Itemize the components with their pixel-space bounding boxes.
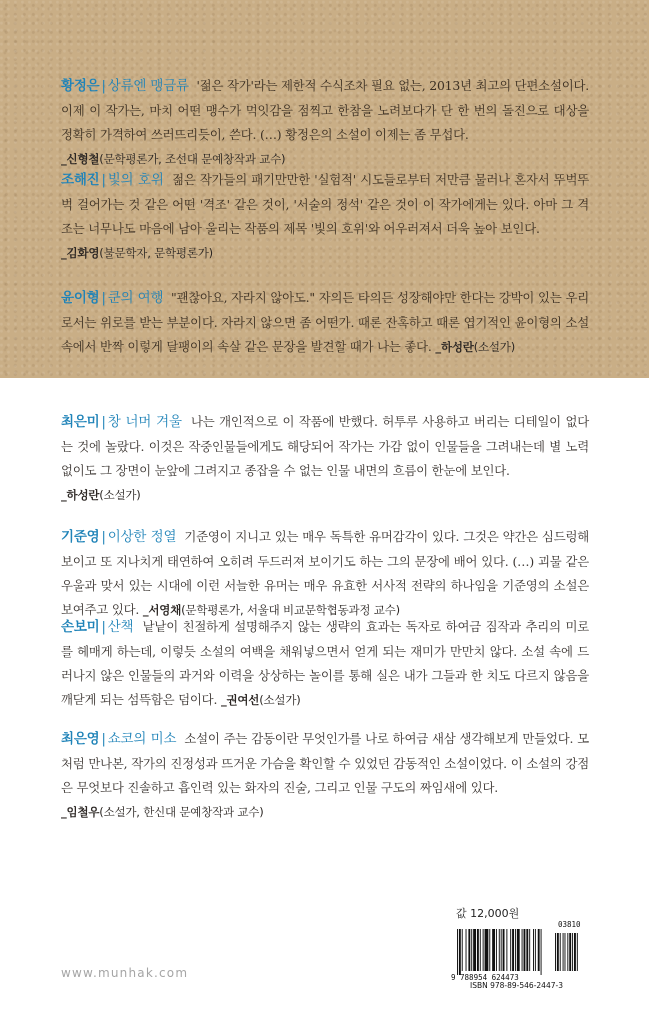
- review-credit: [61, 246, 213, 260]
- review-hwang-jeongeun: [61, 74, 589, 171]
- separator: |: [101, 415, 106, 430]
- credit-role: (소설가): [99, 488, 141, 502]
- publisher-website: www.munhak.com: [61, 966, 189, 980]
- review-text: 소설이 주는 감동이란 무엇인가를 나로 하여금 새삼 생각해보게 만들었다. 모처럼 만나본, 작가의 진정성과 뜨거운 가슴을 확인할 수 있었던 감동적인 소설이었다. 이 소설의 강점은 무엇보다 진솔하고 흡인력 있는 화자의 진술, 그리고 인물 구도의 짜임새에 있다.: [61, 731, 590, 795]
- separator: |: [101, 530, 106, 545]
- review-text: 기준영이 지니고 있는 매우 독특한 유머감각이 있다. 그것은 약간은 심드렁해 보이고 또 지나치게 태연하여 오히려 두드러져 보이기도 하는 그의 문장에 배어 있다. (…) 괴물 같은 우울과 맞서 있는 시대에 이런 서늘한 유머는 매우 유효한 서사적 전략의 하나임을 기준영의 소설은 보여주고 있다.: [61, 529, 590, 617]
- review-credit: [61, 488, 141, 502]
- separator: |: [101, 79, 106, 94]
- review-story-title: 빛의 호위: [107, 172, 164, 188]
- review-story-title: 쿤의 여행: [107, 290, 164, 306]
- credit-role: (문학평론가, 조선대 문예창작과 교수): [99, 152, 286, 166]
- credit-name: _서영채: [142, 603, 182, 617]
- review-choi-eunyeong: [61, 727, 589, 824]
- price-label: 값 12,000원: [456, 907, 520, 920]
- review-credit: [61, 805, 264, 819]
- credit-name: _하성란: [435, 340, 474, 354]
- review-choi-eunmi: [61, 410, 589, 507]
- review-son-bomi: [61, 615, 589, 712]
- review-gi-junyeong: [61, 525, 589, 622]
- review-credit: [61, 152, 285, 166]
- review-text: 나는 개인적으로 이 작품에 반했다. 허투루 사용하고 버리는 디테일이 없다는 것에 놀랐다. 이것은 작중인물들에게도 해당되어 작가는 가감 없이 인물들을 그려내는데 별 노력 없이도 그 장면이 눈앞에 그려지고 종잡을 수 없는 인물 내면의 흐름이 한눈에 보인다.: [61, 414, 590, 478]
- review-author: 최은영: [61, 731, 100, 747]
- review-author: 황정은: [61, 78, 100, 94]
- review-author: 조해진: [61, 172, 100, 188]
- credit-role: (불문학자, 문학평론가): [99, 246, 213, 260]
- credit-role: (소설가): [259, 693, 301, 707]
- credit-name: _김화영: [61, 246, 100, 260]
- review-credit: [435, 340, 515, 354]
- review-story-title: 이상한 정열: [107, 529, 177, 545]
- review-yun-ihyeong: [61, 286, 589, 359]
- separator: |: [101, 173, 106, 188]
- isbn-barcode: [451, 921, 583, 991]
- credit-name: _신형철: [61, 152, 100, 166]
- credit-role: (소설가, 한신대 문예창작과 교수): [99, 805, 264, 819]
- review-credit: [221, 693, 301, 707]
- review-story-title: 쇼코의 미소: [107, 731, 177, 747]
- barcode-main-digits: 9 788954 624473: [451, 973, 519, 982]
- credit-name: _임철우: [61, 805, 100, 819]
- review-text: '젊은 작가'라는 제한적 수식조차 필요 없는, 2013년 최고의 단편소설이다. 이제 이 작가는, 마치 어떤 맹수가 먹잇감을 점찍고 한참을 노려보다가 단 한 번의 돌진으로 대상을 정확히 가격하여 쓰러뜨리듯이, 쓴다. (…) 황정은의 소설이 이제는 좀 무섭다.: [61, 78, 589, 142]
- review-jo-haejin: [61, 168, 589, 265]
- review-story-title: 상류엔 맹금류: [107, 78, 189, 94]
- review-story-title: 창 너머 겨울: [107, 414, 182, 430]
- credit-name: _권여선: [220, 693, 260, 707]
- separator: |: [101, 291, 106, 306]
- review-text: 낱낱이 친절하게 설명해주지 않는 생략의 효과는 독자로 하여금 짐작과 추리의 미로를 헤매게 하는데, 이렇듯 소설의 여백을 채워넣으면서 얻게 되는 재미가 만만치 않다. 소설 속에 드러나지 않은 인물들의 과거와 이력을 상상하는 놀이를 통해 실은 내가 그들과 한 치도 다르지 않음을 깨닫게 되는 섬뜩함은 덤이다.: [61, 619, 590, 707]
- review-author: 손보미: [61, 619, 100, 635]
- review-text: 젊은 작가들의 패기만만한 '실험적' 시도들로부터 저만큼 물러나 혼자서 뚜벅뚜벅 걸어가는 것 같은 어떤 '격조' 같은 것이, '서술의 정석' 같은 것이 이 작가에게는 있다. 아마 그 격조는 너무나도 마음에 남아 울리는 작품의 제목 '빛의 호위'와 어우러져서 더욱 높아 보인다.: [61, 172, 589, 236]
- credit-role: (문학평론가, 서울대 비교문학협동과정 교수): [181, 603, 400, 617]
- barcode-addon-digits: 03810: [558, 920, 581, 929]
- review-author: 기준영: [61, 529, 100, 545]
- review-story-title: 산책: [107, 619, 134, 635]
- credit-role: (소설가): [473, 340, 516, 354]
- isbn-number: ISBN 978-89-546-2447-3: [470, 981, 563, 990]
- credit-name: _하성란: [61, 488, 100, 502]
- review-text: "괜찮아요, 자라지 않아도." 자의든 타의든 성장해야만 한다는 강박이 있는 우리로서는 위로를 받는 부분이다. 자라지 않으면 좀 어떤가. 때론 잔혹하고 때론 엽기적인 윤이형의 소설 속에서 반짝 이렇게 달팽이의 속살 같은 문장을 발견할 때가 나는 좋다.: [61, 290, 589, 354]
- review-author: 최은미: [61, 414, 100, 430]
- review-author: 윤이형: [61, 290, 100, 306]
- separator: |: [101, 620, 106, 635]
- separator: |: [101, 732, 106, 747]
